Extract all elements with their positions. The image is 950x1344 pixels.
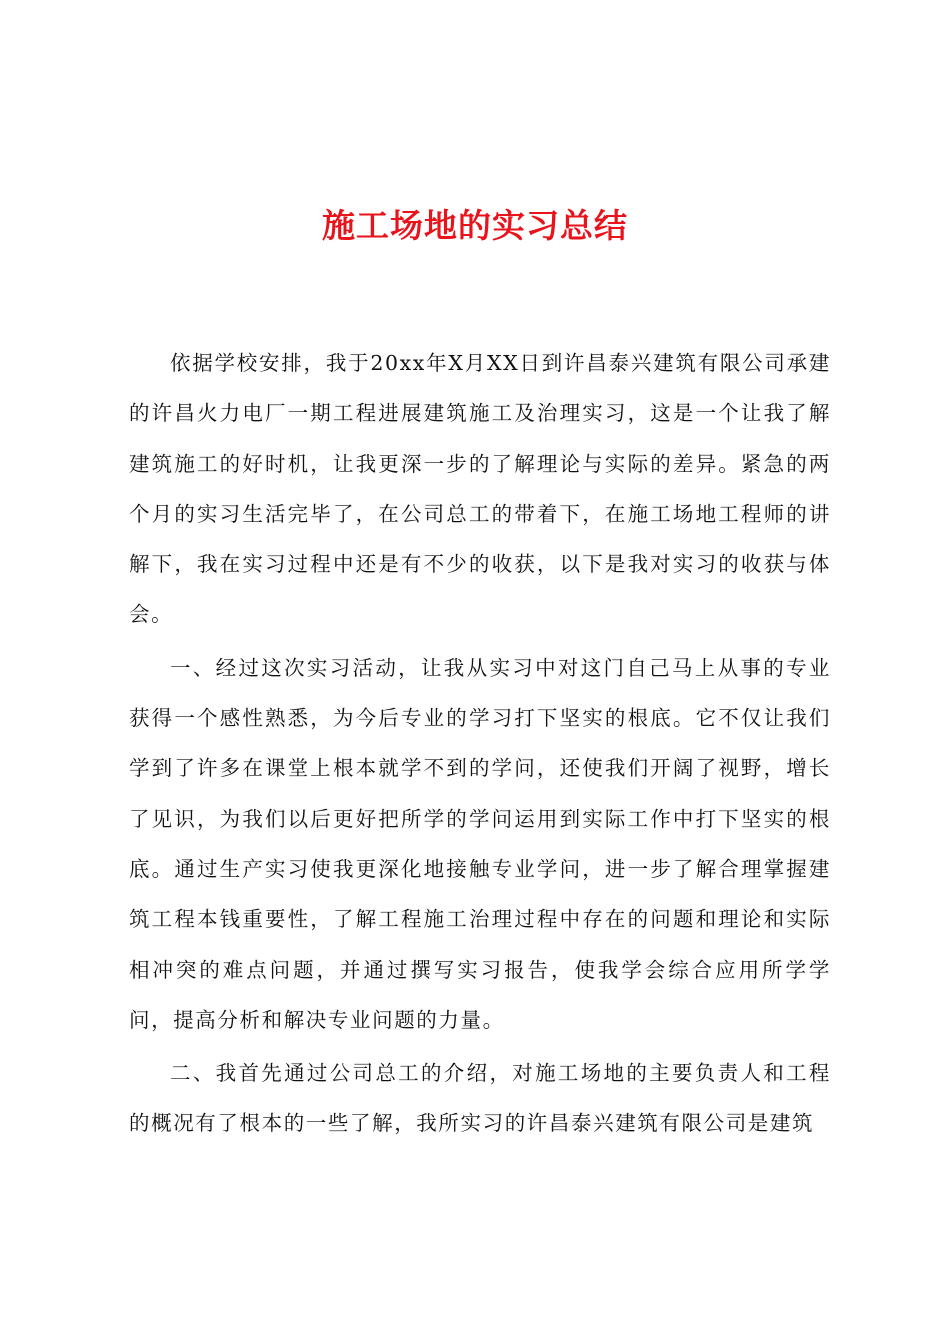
document-title: 施工场地的实习总结 <box>322 206 628 245</box>
document-body <box>129 338 831 1152</box>
paragraph-section-two: 二、我首先通过公司总工的介绍，对施工场地的主要负责人和工程的概况有了根本的一些了解，我所实习的许昌泰兴建筑有限公司是建筑 <box>129 1061 831 1136</box>
paragraph-section-one: 一、经过这次实习活动，让我从实习中对这门自己马上从事的专业获得一个感性熟悉，为今后专业的学习打下坚实的根底。它不仅让我们学到了许多在课堂上根本就学不到的学问，还使我们开阔了视野，增长了见识，为我们以后更好把所学的学问运用到实际工作中打下坚实的根底。通过生产实习使我更深化地接触专业学问，进一步了解合理掌握建筑工程本钱重要性，了解工程施工治理过程中存在的问题和理论和实际相冲突的难点问题，并通过撰写实习报告，使我学会综合应用所学学问，提高分析和解决专业问题的力量。 <box>129 655 831 1032</box>
paragraph-intro: 依据学校安排，我于20xx年X月XX日到许昌泰兴建筑有限公司承建的许昌火力电厂一期工程进展建筑施工及治理实习，这是一个让我了解建筑施工的好时机，让我更深一步的了解理论与实际的差异。紧急的两个月的实习生活完毕了，在公司总工的带着下，在施工场地工程师的讲解下，我在实习过程中还是有不少的收获，以下是我对实习的收获与体会。 <box>129 351 831 627</box>
